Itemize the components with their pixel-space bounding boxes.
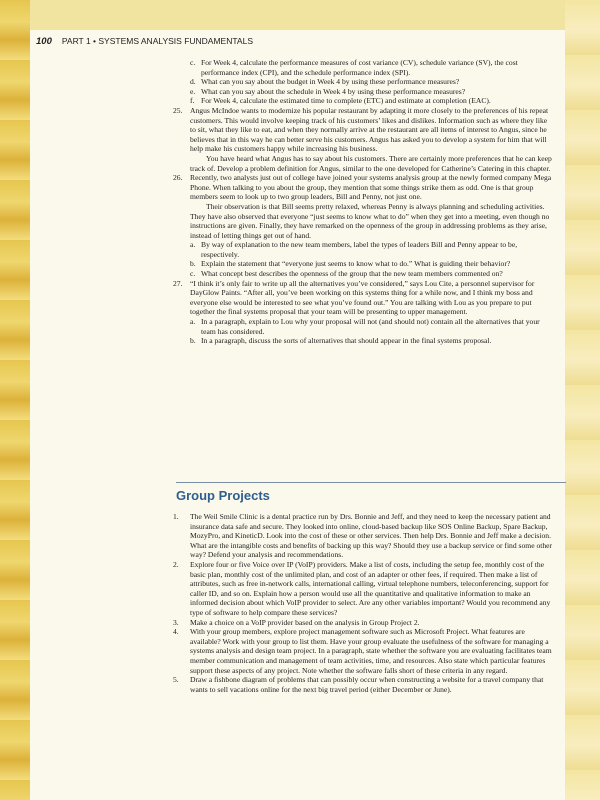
running-title: PART 1 • SYSTEMS ANALYSIS FUNDAMENTALS	[61, 36, 253, 46]
q26-sub-a: a. By way of explanation to the new team members, label the types of leaders Bill and Penny appear to be, respectively.	[190, 240, 518, 259]
group-project-2: 2. Explore four or five Voice over IP (VoIP) providers. Make a list of costs, including the setup fee, monthly cost of the basic plan, monthly cost of the unlimited plan, and cost of an adapter or other fees, if required. Then make a list of attributes, such as free in-network calls, international calling, virtual telephone numbers, teleconferencing, support for caller ID, and so on. Explain how a person would use all the quantitative and qualitative information to make an informed decision about which VoIP provider to select. Are any other variables important? Would you recommend any type of software to help compare these services?	[173, 559, 551, 617]
section-title: Group Projects	[176, 488, 270, 503]
q27-sub-a: a. In a paragraph, explain to Lou why your proposal will not (and should not) contain all the alternatives that your team has considered.	[190, 317, 540, 336]
q24-sub-c: c. For Week 4, calculate the performance measures of cost variance (CV), schedule variance (SV), the cost performance index (CPI), and the schedule performance index (SPI).	[190, 58, 518, 77]
exercise-26-para2: Their observation is that Bill seems pretty relaxed, whereas Penny is always planning and scheduling activities. They have also observed that everyone “just seems to know what to do” when they get into a meeting, even though no instructions are given. Finally, they have remarked on the openness of the group in addressing problems as they arise, instead of letting things get out of hand.	[190, 201, 550, 240]
section-rule	[176, 482, 566, 483]
q24-sub-e: e. What can you say about the schedule in Week 4 by using these performance measures?	[190, 86, 466, 96]
q24-sub-d: d. What can you say about the budget in Week 4 by using these performance measures?	[190, 77, 460, 87]
group-project-3: 3. Make a choice on a VoIP provider based on the analysis in Group Project 2.	[173, 617, 420, 627]
page-number: 100	[36, 36, 52, 47]
left-decorative-stripe	[0, 0, 30, 800]
group-project-5: 5. Draw a fishbone diagram of problems that can possibly occur when constructing a website for a travel company that wants to sell vacations online for the next big travel period (either December or June).	[173, 675, 544, 694]
q24-sub-f: f. For Week 4, calculate the estimated time to complete (ETC) and estimate at completion (EAC).	[190, 96, 491, 106]
exercise-25: 25. Angus McIndoe wants to modernize his popular restaurant by adapting it more closely to the preferences of his repeat customers. This would involve keeping track of his customers’ likes and dislikes. Information such as where they like to sit, what they like to eat, and when they normally arrive at the restaurant are all items of interest to Angus, since he believes that in this way he can better serve his customers. Angus has asked you to develop a system for him that will help make his customers happy while increasing his business.	[173, 105, 549, 154]
exercise-27: 27. “I think it’s only fair to write up all the alternatives you’ve considered,” says Lou Cite, a personnel supervisor for DayGlow Paints. “After all, you’ve been working on this systems thing for a while now, and I think my boss and everyone else would be interested to see what you’ve found out.” You are talking with Lou as you prepare to put together the final systems proposal that your team will be presenting to upper management.	[173, 278, 535, 317]
group-projects-list	[173, 512, 554, 694]
exercise-25-para2: You have heard what Angus has to say about his customers. There are certainly more preferences that he can keep track of. Develop a problem definition for Angus, similar to the one developed for Catherine’s Catering in this chapter.	[190, 153, 552, 173]
group-project-4: 4. With your group members, explore project management software such as Microsoft Project. What features are available? Work with your group to list them. Have your group evaluate the usefulness of the software for managing a systems analysis and design team project. In a paragraph, state whether the software you are evaluating facilitates team member communication and management of team activities, time, and resources. Also state which particular features support these aspects of any project. Note whether the software falls short of these criteria in any regard.	[173, 627, 552, 675]
exercise-26: 26. Recently, two analysts just out of college have joined your systems analysis group at the newly formed company Mega Phone. When talking to you about the group, they mention that some things strike them as odd. One is that group members seem to look up to two group leaders, Bill and Penny, not just one.	[173, 173, 552, 202]
q26-sub-c: c. What concept best describes the openness of the group that the new team members commented on?	[190, 269, 503, 279]
exercises	[173, 58, 554, 346]
running-header	[36, 36, 253, 47]
q26-sub-b: b. Explain the statement that “everyone just seems to know what to do.” What is guiding their behavior?	[190, 259, 511, 269]
right-decorative-band	[565, 0, 600, 800]
group-project-1: 1. The Weil Smile Clinic is a dental practice run by Drs. Bonnie and Jeff, and they need to keep the necessary patient and insurance data safe and secure. They looked into online, cloud-based backup like SOS Online Backup, Spare Backup, MozyPro, and KineticD. Look into the cost of these or other services. Then help Drs. Bonnie and Jeff make a decision. What are the intangible costs and benefits of backing up this way? Should they use a backup service or find some other way? Defend your analysis and recommendations.	[173, 512, 553, 560]
q27-sub-b: b. In a paragraph, discuss the sorts of alternatives that should appear in the final systems proposal.	[190, 336, 492, 346]
